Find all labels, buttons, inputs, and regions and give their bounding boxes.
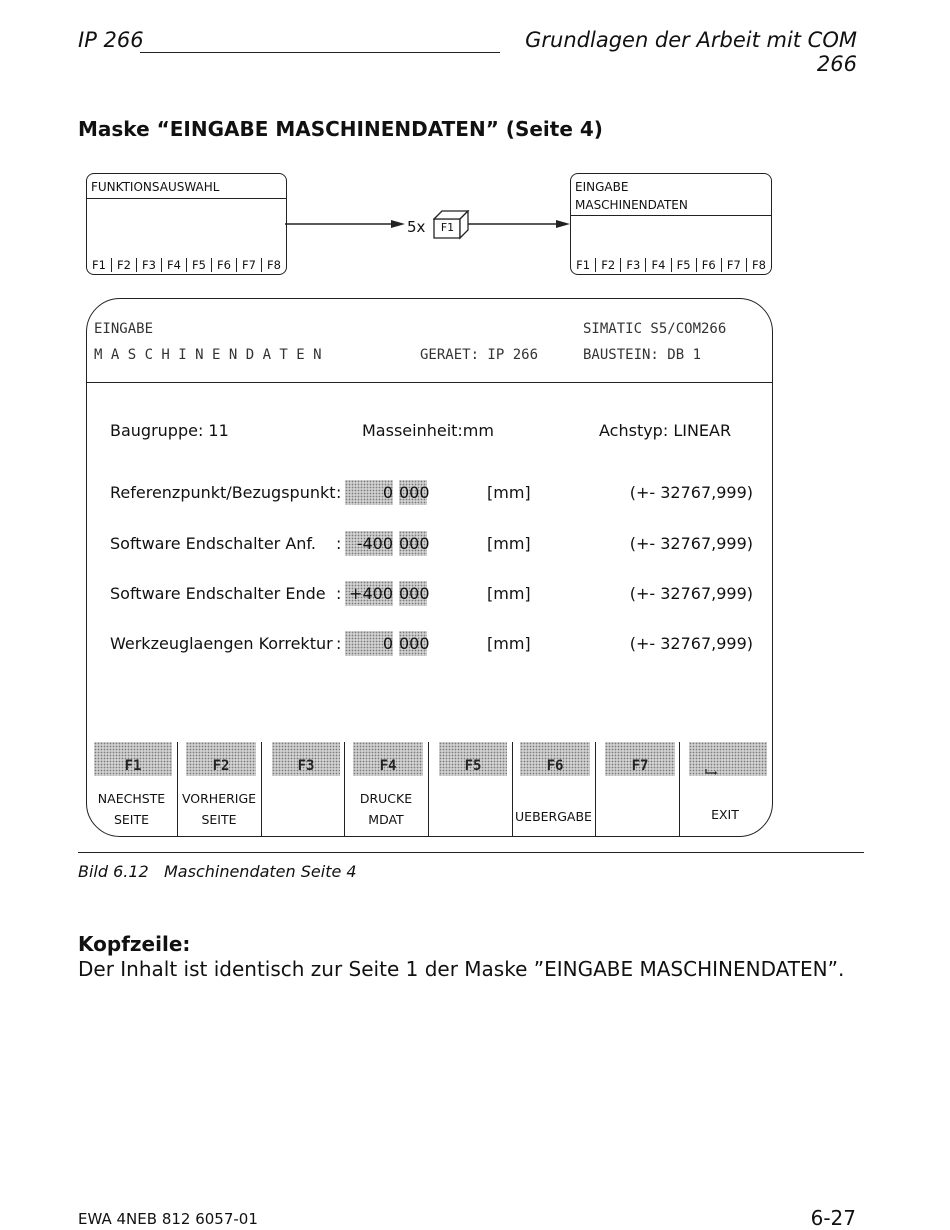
f2-label-line2: SEITE — [201, 812, 237, 827]
endschalter-ende-int-field[interactable]: +400 — [345, 581, 393, 606]
eingabe-maschinendaten-box — [570, 173, 772, 275]
row-colon: : — [336, 584, 342, 603]
row-range: (+- 32767,999) — [629, 584, 753, 603]
flow-arrows — [285, 205, 575, 245]
f8-key[interactable] — [689, 742, 767, 776]
f8-label: EXIT — [711, 807, 739, 822]
fkey-divider — [595, 742, 596, 837]
page-number: 6-27 — [810, 1206, 856, 1230]
mini-fkey: F3 — [136, 258, 161, 272]
kopfzeile-heading: Kopfzeile: — [78, 932, 191, 956]
header-rule — [140, 52, 500, 53]
header-right: Grundlagen der Arbeit mit COM 266 — [525, 28, 857, 76]
row-range: (+- 32767,999) — [629, 534, 753, 553]
key-count: 5x — [407, 218, 426, 236]
f2-label-line1: VORHERIGE — [181, 791, 257, 806]
f1-key-label: F1 — [440, 221, 455, 234]
header-left: IP 266 — [78, 28, 144, 52]
caption-rule — [78, 852, 864, 853]
baustein-label: BAUSTEIN: DB 1 — [583, 347, 702, 363]
f2-label — [177, 788, 261, 830]
mini-fkey: F5 — [671, 258, 696, 272]
row-colon: : — [336, 534, 342, 553]
achstyp-label: Achstyp: LINEAR — [599, 421, 732, 440]
mini-fkey: F5 — [186, 258, 211, 272]
mini-fkey: F3 — [620, 258, 645, 272]
mini-fkey: F1 — [576, 258, 591, 272]
figure-caption: Bild 6.12 Maschinendaten Seite 4 — [78, 862, 357, 881]
mini-fkey: F7 — [236, 258, 261, 272]
endschalter-anf-int-field[interactable]: -400 — [345, 531, 393, 556]
screen-title-line2: M A S C H I N E N D A T E N — [94, 347, 322, 363]
mini-fkey: F4 — [645, 258, 670, 272]
referenzpunkt-int-field[interactable]: 0 — [345, 480, 393, 505]
f7-key[interactable]: F7 — [605, 742, 675, 776]
row-colon: : — [336, 483, 342, 502]
mini-fkey: F8 — [261, 258, 286, 272]
fkey-divider — [261, 742, 262, 837]
f5-key[interactable]: F5 — [439, 742, 507, 776]
f2-key[interactable]: F2 — [186, 742, 256, 776]
kopfzeile-text: Der Inhalt ist identisch zur Seite 1 der Maske ”EINGABE MASCHINENDATEN”. — [78, 957, 845, 981]
row-unit: [mm] — [487, 584, 531, 603]
left-box-fkeys — [87, 258, 286, 272]
f4-key[interactable]: F4 — [353, 742, 423, 776]
row-unit: [mm] — [487, 634, 531, 653]
simatic-label: SIMATIC S5/COM266 — [583, 321, 727, 337]
row-label-referenzpunkt: Referenzpunkt/Bezugspunkt — [110, 483, 336, 502]
funktionsauswahl-title: FUNKTIONSAUSWAHL — [87, 174, 286, 199]
f6-key[interactable]: F6 — [520, 742, 590, 776]
baugruppe-label: Baugruppe: 11 — [110, 421, 229, 440]
row-label-werkzeuglaengen: Werkzeuglaengen Korrektur — [110, 634, 333, 653]
f1-label-line2: SEITE — [113, 812, 150, 827]
right-box-fkeys — [571, 258, 771, 272]
funktionsauswahl-box — [86, 173, 287, 275]
mini-fkey: F2 — [111, 258, 136, 272]
mini-fkey: F4 — [161, 258, 186, 272]
fkey-divider — [428, 742, 429, 837]
row-colon: : — [336, 634, 342, 653]
f4-label-line2: MDAT — [368, 812, 404, 827]
enter-icon — [705, 768, 717, 776]
row-label-endschalter-ende: Software Endschalter Ende — [110, 584, 326, 603]
row-label-endschalter-anf: Software Endschalter Anf. — [110, 534, 316, 553]
row-range: (+- 32767,999) — [629, 483, 753, 502]
row-unit: [mm] — [487, 483, 531, 502]
section-title: Maske “EINGABE MASCHINENDATEN” (Seite 4) — [78, 117, 603, 141]
mini-fkey: F1 — [92, 258, 106, 272]
geraet-label: GERAET: IP 266 — [420, 347, 539, 363]
werkzeuglaengen-dec-field[interactable]: 000 — [399, 631, 427, 656]
endschalter-anf-dec-field[interactable]: 000 — [399, 531, 427, 556]
row-unit: [mm] — [487, 534, 531, 553]
f1-key[interactable]: F1 — [94, 742, 172, 776]
f1-label-line1: NAECHSTE — [97, 791, 166, 806]
f6-label: UEBERGABE — [515, 809, 592, 824]
mini-fkey: F7 — [721, 258, 746, 272]
mini-fkey: F6 — [211, 258, 236, 272]
mini-fkey: F6 — [696, 258, 721, 272]
f4-label-line1: DRUCKE — [359, 791, 413, 806]
screen-header-divider — [86, 382, 773, 383]
referenzpunkt-dec-field[interactable]: 000 — [399, 480, 427, 505]
eingabe-box-title-line1: EINGABE — [575, 180, 629, 194]
mini-fkey: F8 — [746, 258, 771, 272]
f3-key[interactable]: F3 — [272, 742, 340, 776]
row-range: (+- 32767,999) — [629, 634, 753, 653]
f4-label — [344, 788, 428, 830]
endschalter-ende-dec-field[interactable]: 000 — [399, 581, 427, 606]
eingabe-box-title-line2: MASCHINENDATEN — [575, 198, 688, 212]
f1-label — [86, 788, 177, 830]
footer-doc-number: EWA 4NEB 812 6057-01 — [78, 1210, 258, 1228]
screen-title-line1: EINGABE — [94, 321, 154, 337]
masseinheit-label: Masseinheit:mm — [362, 421, 494, 440]
werkzeuglaengen-int-field[interactable]: 0 — [345, 631, 393, 656]
eingabe-box-title — [571, 174, 771, 216]
mini-fkey: F2 — [595, 258, 620, 272]
